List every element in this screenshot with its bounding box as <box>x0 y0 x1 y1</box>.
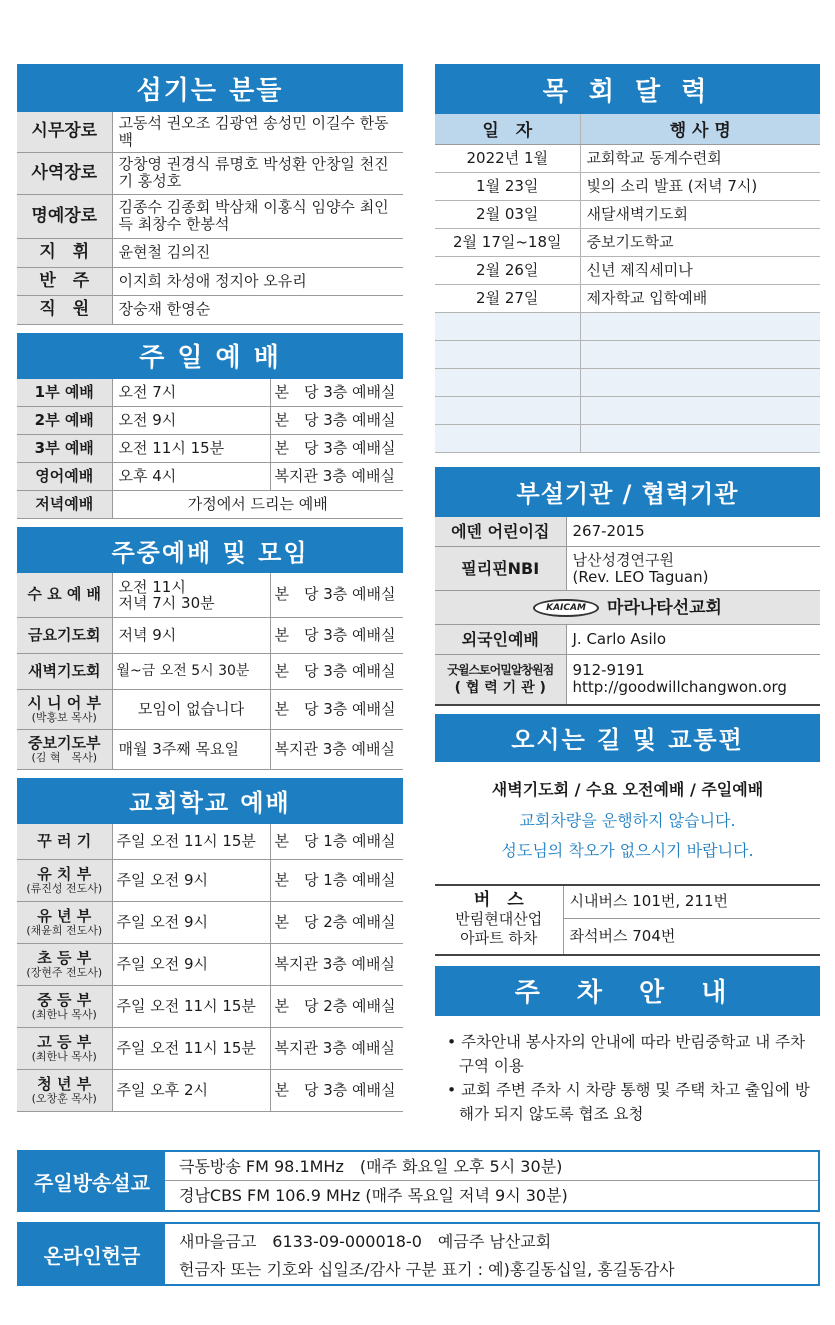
servants-value: 강창영 권경식 류명호 박성환 안창일 천진기 홍성호 <box>112 152 403 194</box>
calendar-date <box>435 340 580 368</box>
calendar-header-row <box>435 114 820 144</box>
service-time: 오후 4시 <box>112 463 270 491</box>
school-label <box>17 986 112 1028</box>
school-place: 본 당 1층 예배실 <box>270 824 403 860</box>
broadcast-line2: 경남CBS FM 106.9 MHz (매주 목요일 저녁 9시 30분) <box>179 1186 568 1205</box>
right-column <box>435 64 820 1126</box>
broadcast-box <box>17 1150 820 1212</box>
school-label <box>17 1070 112 1112</box>
calendar-date <box>435 396 580 424</box>
servants-value: 김종수 김종회 박삼채 이홍식 임양수 최인득 최창수 한봉석 <box>112 194 403 238</box>
meeting-label-text: 새벽기도회 <box>28 661 101 680</box>
calendar-row <box>435 424 820 452</box>
meeting-leader: (박홍보 목사) <box>31 710 97 724</box>
meeting-place: 복지관 3층 예배실 <box>270 729 403 769</box>
table-row <box>435 625 820 655</box>
meeting-label-text: 수 요 예 배 <box>27 585 102 604</box>
eden-label: 에덴 어린이집 <box>435 517 566 547</box>
service-place: 본 당 3층 예배실 <box>270 379 403 407</box>
broadcast-line1: 극동방송 FM 98.1MHz (매주 화요일 오후 5시 30분) <box>165 1152 818 1181</box>
calendar-event-header: 행 사 명 <box>580 114 820 144</box>
goodwill-label-name: 굿윌스토어밀알창원점 <box>447 663 554 678</box>
servants-label: 직 원 <box>17 295 112 324</box>
broadcast-info <box>165 1152 818 1210</box>
school-label-text: 유 치 부 <box>37 865 92 883</box>
directions-apology: 성도님의 착오가 없으시기 바랍니다. <box>501 840 754 860</box>
foreign-label: 외국인예배 <box>435 625 566 655</box>
calendar-row <box>435 200 820 228</box>
meeting-label <box>17 617 112 653</box>
parking-title: 주 차 안 내 <box>435 966 820 1016</box>
calendar-date <box>435 312 580 340</box>
calendar-event <box>580 312 820 340</box>
school-place: 복지관 3층 예배실 <box>270 1028 403 1070</box>
table-row <box>17 435 403 463</box>
school-label <box>17 824 112 860</box>
meeting-label <box>17 689 112 729</box>
parking-item-text: 교회 주변 주차 시 차량 통행 및 주택 차고 출입에 방해가 되지 않도록 협조 요청 <box>459 1080 810 1123</box>
table-row <box>435 517 820 547</box>
meeting-place: 본 당 3층 예배실 <box>270 573 403 617</box>
school-leader: (최한나 목사) <box>31 1050 97 1063</box>
table-row <box>17 689 403 729</box>
school-time: 주일 오전 11시 15분 <box>112 1028 270 1070</box>
calendar-date: 2월 26일 <box>435 256 580 284</box>
service-time: 오전 7시 <box>112 379 270 407</box>
calendar-row <box>435 396 820 424</box>
table-row <box>17 463 403 491</box>
table-row <box>435 655 820 705</box>
meeting-label <box>17 653 112 689</box>
table-row <box>435 547 820 591</box>
meeting-time: 월~금 오전 5시 30분 <box>112 653 270 689</box>
calendar-row <box>435 172 820 200</box>
eden-phone: 267-2015 <box>566 517 820 547</box>
kaicam-logo: KAICAM <box>533 599 599 617</box>
calendar-event <box>580 340 820 368</box>
table-row <box>17 267 403 295</box>
table-row <box>17 1070 403 1112</box>
left-column <box>17 64 403 1112</box>
directions-title: 오시는 길 및 교통편 <box>435 714 820 762</box>
meeting-leader: (김 혁 목사) <box>31 750 98 764</box>
table-row <box>17 112 403 152</box>
servants-table <box>17 112 403 325</box>
calendar-row <box>435 340 820 368</box>
calendar-event <box>580 396 820 424</box>
school-time: 주일 오전 9시 <box>112 902 270 944</box>
offering-box <box>17 1222 820 1286</box>
table-row <box>17 824 403 860</box>
school-time: 주일 오전 11시 15분 <box>112 824 270 860</box>
parking-list <box>435 1016 820 1126</box>
table-row <box>17 491 403 519</box>
broadcast-label: 주일방송설교 <box>19 1152 165 1210</box>
servants-label: 사역장로 <box>17 152 112 194</box>
school-place: 본 당 3층 예배실 <box>270 1070 403 1112</box>
philippines-line1: 남산성경연구원 <box>572 550 674 569</box>
calendar-event <box>580 368 820 396</box>
institutions-title: 부설기관 / 협력기관 <box>435 467 820 517</box>
bus-seat: 좌석버스 704번 <box>569 926 676 945</box>
servants-value: 윤현철 김의진 <box>112 238 403 267</box>
servants-title: 섬기는 분들 <box>17 64 403 112</box>
calendar-row <box>435 368 820 396</box>
servants-label: 반 주 <box>17 267 112 295</box>
bus-label-cell <box>435 885 563 955</box>
meeting-place: 본 당 3층 예배실 <box>270 617 403 653</box>
foreign-value: J. Carlo Asilo <box>566 625 820 655</box>
goodwill-label-note: ( 협 력 기 관 ) <box>454 680 546 697</box>
school-leader: (오창훈 목사) <box>31 1092 97 1105</box>
school-leader: (최한나 목사) <box>31 1008 97 1021</box>
servants-label: 지 휘 <box>17 238 112 267</box>
table-row <box>17 379 403 407</box>
school-label-text: 초 등 부 <box>37 949 92 967</box>
goodwill-value <box>566 655 820 705</box>
parking-item-text: 주차안내 봉사자의 안내에 따라 반림중학교 내 주차구역 이용 <box>459 1032 806 1075</box>
school-time: 주일 오전 9시 <box>112 860 270 902</box>
offering-account: 새마을금고 6133-09-000018-0 예금주 남산교회 <box>179 1232 552 1251</box>
offering-label: 온라인헌금 <box>19 1224 165 1284</box>
calendar-date-header: 일 자 <box>435 114 580 144</box>
table-row <box>435 591 820 625</box>
sunday-table <box>17 379 403 520</box>
calendar-date <box>435 368 580 396</box>
servants-value: 장숭재 한영순 <box>112 295 403 324</box>
service-label: 영어예배 <box>17 463 112 491</box>
bus-label: 버 스 <box>473 890 524 910</box>
weekday-title: 주중예배 및 모임 <box>17 527 403 573</box>
meeting-label-text: 중보기도부 <box>28 733 101 752</box>
school-leader: (류진성 전도사) <box>26 882 103 895</box>
calendar-event: 빛의 소리 발표 (저녁 7시) <box>580 172 820 200</box>
school-label-text: 꾸 러 기 <box>37 831 92 850</box>
philippines-label: 필리핀NBI <box>435 547 566 591</box>
school-leader: (장현주 전도사) <box>26 966 103 979</box>
school-time: 주일 오후 2시 <box>112 1070 270 1112</box>
service-place: 복지관 3층 예배실 <box>270 463 403 491</box>
meeting-time: 저녁 9시 <box>112 617 270 653</box>
calendar-row <box>435 228 820 256</box>
kaicam-name: 마라나타선교회 <box>607 597 722 618</box>
school-time: 주일 오전 9시 <box>112 944 270 986</box>
sunday-title: 주 일 예 배 <box>17 333 403 379</box>
school-label <box>17 860 112 902</box>
bus-stop-note: 아파트 하차 <box>460 929 538 947</box>
table-row <box>17 986 403 1028</box>
table-row <box>435 885 820 919</box>
school-place: 복지관 3층 예배실 <box>270 944 403 986</box>
table-row <box>17 194 403 238</box>
offering-instructions: 헌금자 또는 기호와 십일조/감사 구분 표기 : 예)홍길동십일, 홍길동감사 <box>179 1260 675 1279</box>
calendar-event: 교회학교 동계수련회 <box>580 144 820 172</box>
calendar-date <box>435 424 580 452</box>
calendar-event <box>580 424 820 452</box>
school-title: 교회학교 예배 <box>17 778 403 824</box>
calendar-date: 2022년 1월 <box>435 144 580 172</box>
school-place: 본 당 1층 예배실 <box>270 860 403 902</box>
meeting-label <box>17 729 112 769</box>
philippines-value <box>566 547 820 591</box>
school-label-text: 유 년 부 <box>37 907 92 925</box>
table-row <box>17 902 403 944</box>
service-label: 2부 예배 <box>17 407 112 435</box>
school-label-text: 청 년 부 <box>37 1075 92 1093</box>
service-label: 3부 예배 <box>17 435 112 463</box>
school-label <box>17 1028 112 1070</box>
table-row <box>17 1028 403 1070</box>
table-row <box>17 653 403 689</box>
bus-stop-name: 반림현대산업 <box>455 910 543 928</box>
school-label <box>17 944 112 986</box>
table-row <box>17 573 403 617</box>
directions-schedule: 새벽기도회 / 수요 오전예배 / 주일예배 <box>491 779 764 799</box>
servants-label: 명예장로 <box>17 194 112 238</box>
table-row <box>17 295 403 324</box>
calendar-event: 제자학교 입학예배 <box>580 284 820 312</box>
meeting-label-text: 시 니 어 부 <box>27 693 102 712</box>
calendar-row <box>435 312 820 340</box>
servants-value: 고동석 권오조 김광연 송성민 이길수 한동백 <box>112 112 403 152</box>
calendar-table <box>435 114 820 453</box>
calendar-row <box>435 284 820 312</box>
school-label-text: 중 등 부 <box>37 991 92 1009</box>
weekday-table <box>17 573 403 770</box>
calendar-body <box>435 144 820 452</box>
calendar-event: 신년 제직세미나 <box>580 256 820 284</box>
meeting-time: 매월 3주째 목요일 <box>112 729 270 769</box>
school-leader: (채윤희 전도사) <box>26 924 103 937</box>
calendar-row <box>435 144 820 172</box>
philippines-line2: (Rev. LEO Taguan) <box>572 567 709 586</box>
calendar-date: 2월 17일~18일 <box>435 228 580 256</box>
bus-table <box>435 884 820 956</box>
school-time: 주일 오전 11시 15분 <box>112 986 270 1028</box>
school-table <box>17 824 403 1113</box>
evening-service-value: 가정에서 드리는 예배 <box>112 491 403 519</box>
table-row <box>17 944 403 986</box>
calendar-title: 목 회 달 력 <box>435 64 820 114</box>
service-time: 오전 9시 <box>112 407 270 435</box>
goodwill-label <box>435 655 566 705</box>
institutions-table <box>435 517 820 706</box>
school-label-text: 고 등 부 <box>37 1033 92 1051</box>
directions-no-vehicle: 교회차량을 운행하지 않습니다. <box>519 810 736 830</box>
school-place: 본 당 2층 예배실 <box>270 986 403 1028</box>
meeting-place: 본 당 3층 예배실 <box>270 653 403 689</box>
calendar-date: 1월 23일 <box>435 172 580 200</box>
table-row <box>17 238 403 267</box>
calendar-date: 2월 27일 <box>435 284 580 312</box>
table-row <box>17 729 403 769</box>
goodwill-url[interactable]: http://goodwillchangwon.org <box>572 678 787 697</box>
table-row <box>17 860 403 902</box>
meeting-time: 모임이 없습니다 <box>112 689 270 729</box>
table-row <box>17 617 403 653</box>
service-time: 오전 11시 15분 <box>112 435 270 463</box>
table-row <box>17 407 403 435</box>
goodwill-phone: 912-9191 <box>572 661 645 680</box>
calendar-date: 2월 03일 <box>435 200 580 228</box>
school-label <box>17 902 112 944</box>
bus-city: 시내버스 101번, 211번 <box>563 885 820 919</box>
school-place: 본 당 2층 예배실 <box>270 902 403 944</box>
meeting-place: 본 당 3층 예배실 <box>270 689 403 729</box>
service-label: 1부 예배 <box>17 379 112 407</box>
service-label: 저녁예배 <box>17 491 112 519</box>
meeting-label <box>17 573 112 617</box>
list-item: • 주차안내 봉사자의 안내에 따라 반림중학교 내 주차구역 이용 <box>447 1032 806 1075</box>
servants-label: 시무장로 <box>17 112 112 152</box>
meeting-time: 오전 11시 저녁 7시 30분 <box>112 573 270 617</box>
calendar-event: 중보기도학교 <box>580 228 820 256</box>
calendar-event: 새달새벽기도회 <box>580 200 820 228</box>
servants-value: 이지희 차성애 정지아 오유리 <box>112 267 403 295</box>
table-row <box>17 152 403 194</box>
list-item: • 교회 주변 주차 시 차량 통행 및 주택 차고 출입에 방해가 되지 않도록 협조 요청 <box>447 1080 810 1123</box>
meeting-label-text: 금요기도회 <box>28 625 101 644</box>
calendar-row <box>435 256 820 284</box>
directions-notice <box>435 762 820 884</box>
kaicam-row <box>435 591 820 625</box>
service-place: 본 당 3층 예배실 <box>270 435 403 463</box>
service-place: 본 당 3층 예배실 <box>270 407 403 435</box>
offering-info <box>165 1224 818 1284</box>
